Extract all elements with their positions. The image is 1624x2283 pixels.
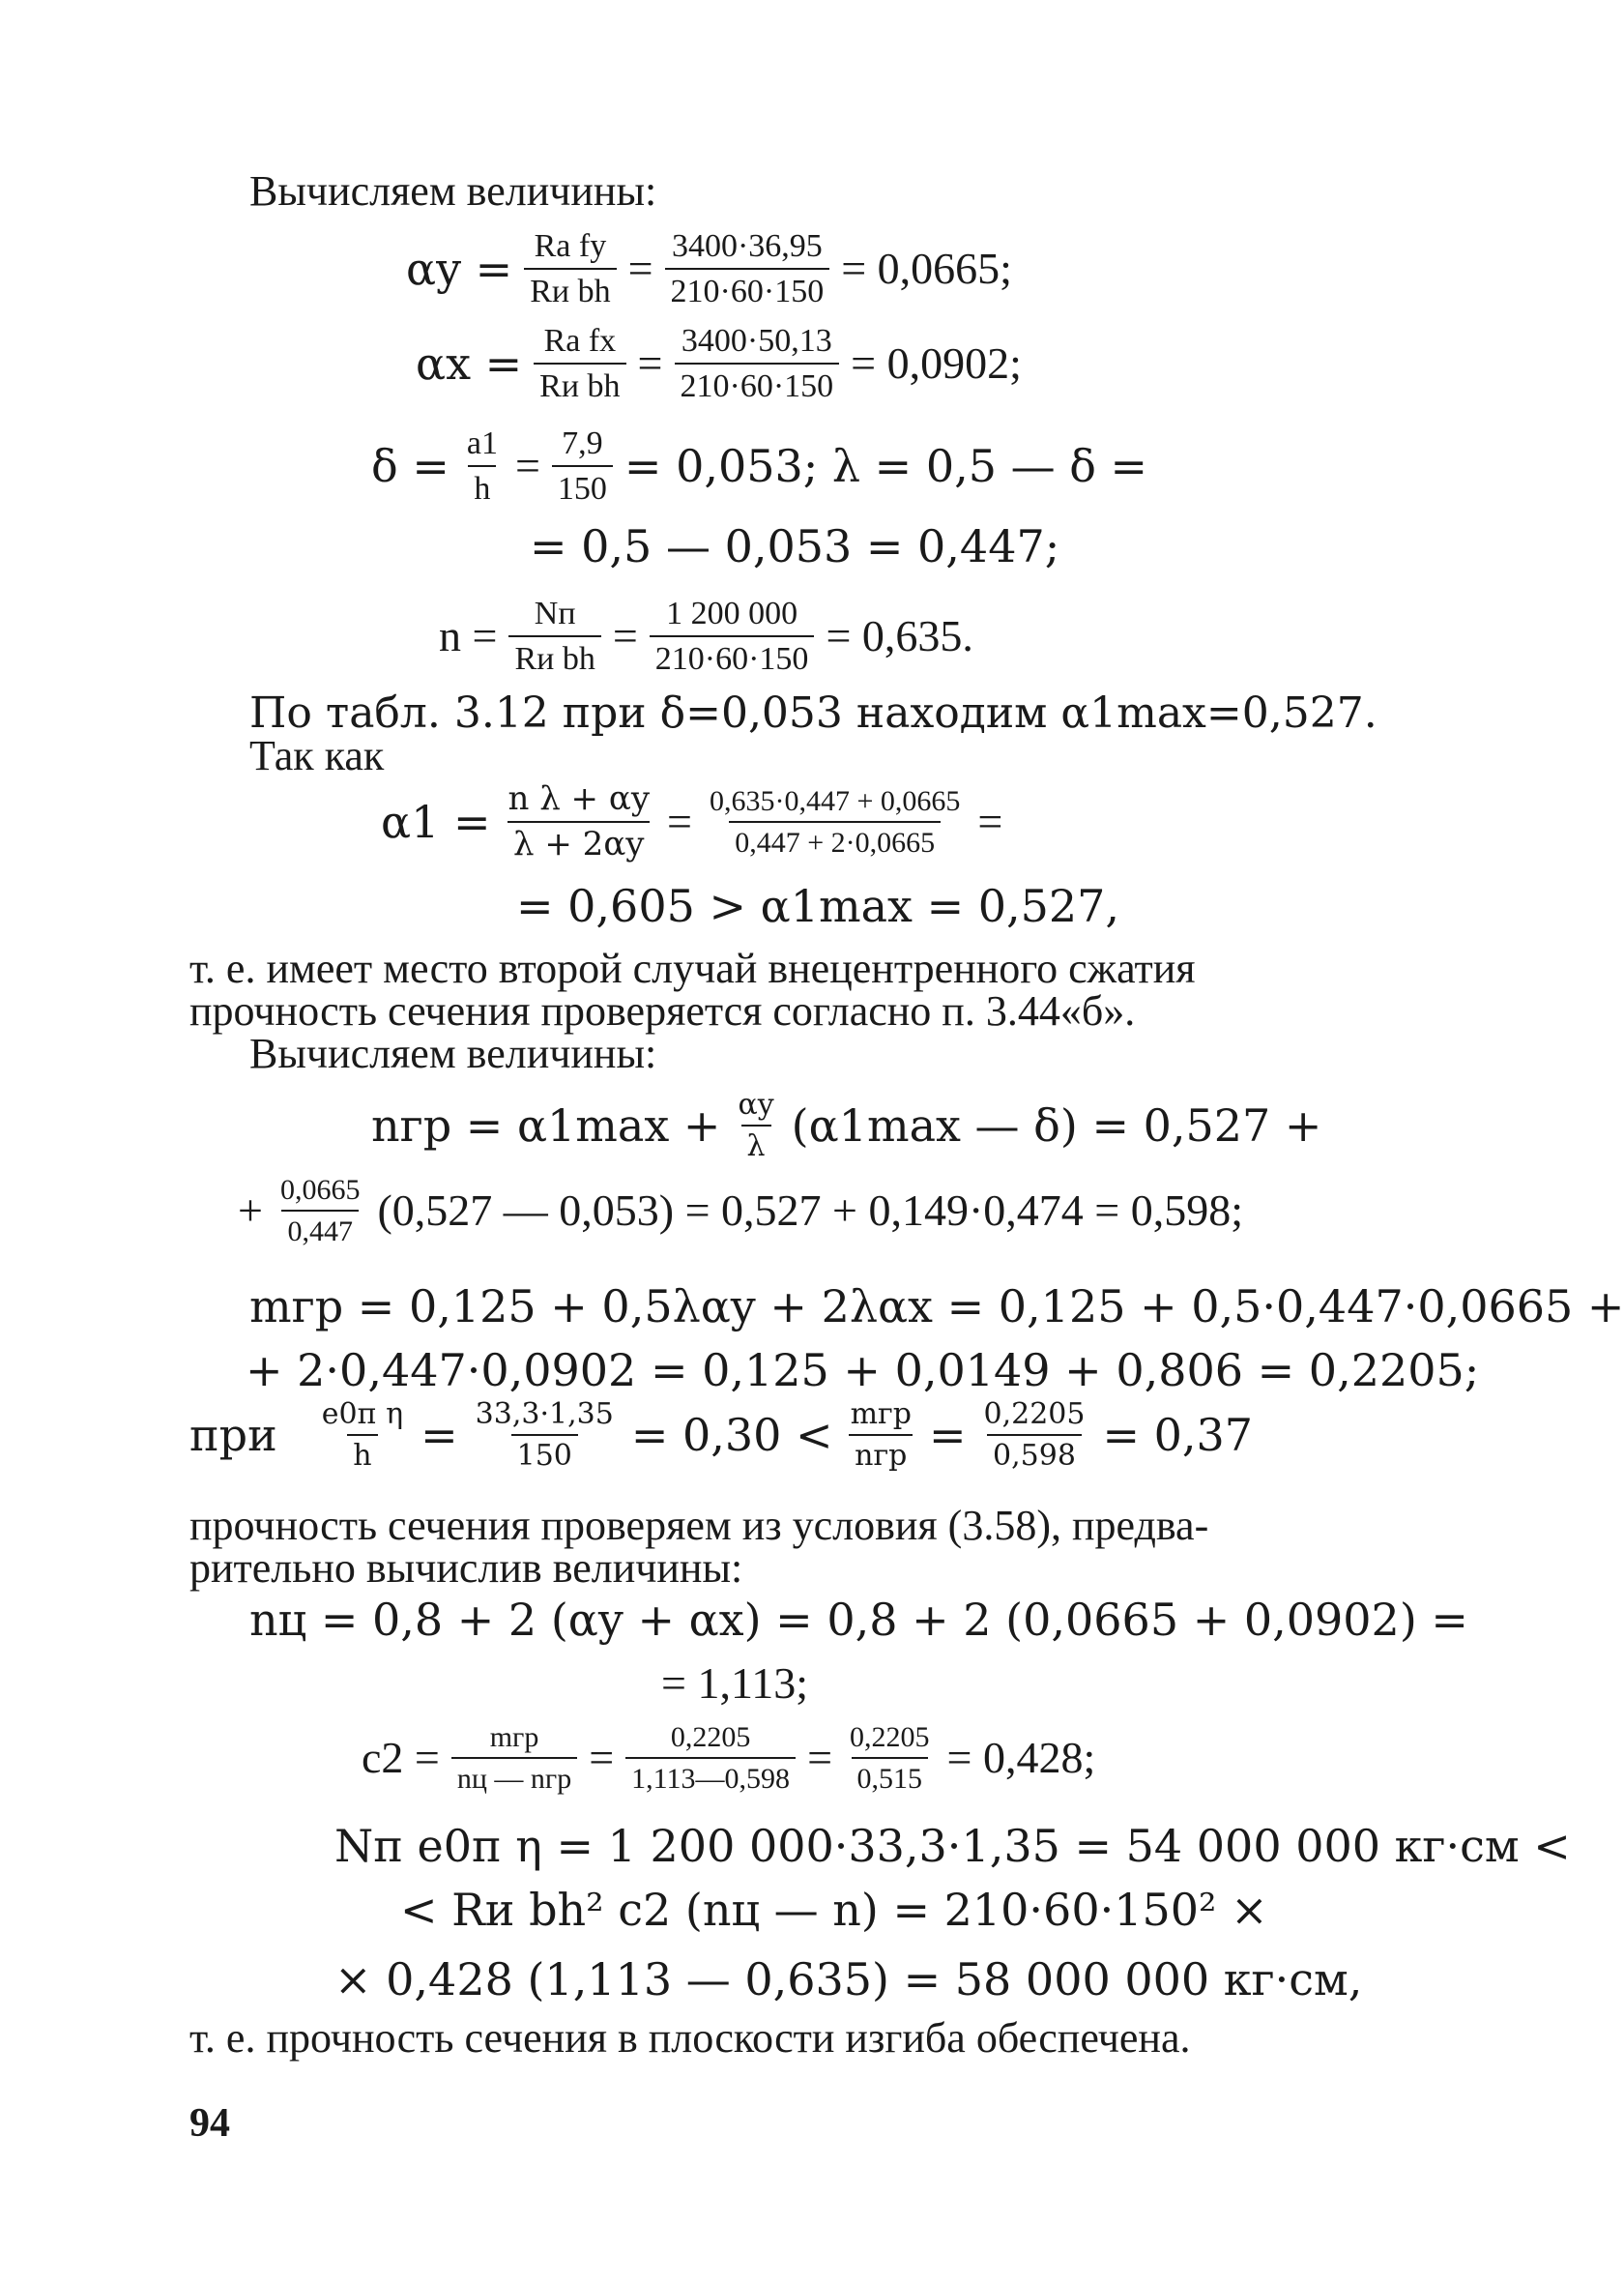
equation-alpha-y: αy = $\frac{\text{Ra fy}}{\text{Rи bh}}$ = $\frac{3400\cdot 36,95}{210\cdot 60\cdot 150}$ = 0,0665; [406, 228, 1012, 310]
fraction: $\frac{0,2205}{1,113—0,598}$ [625, 1721, 796, 1795]
equation-n-gr: nгр = α1max + $\frac{\alpha y}{\lambda}$ (α1max — δ) = 0,527 + [371, 1088, 1322, 1163]
fraction: $\frac{\text{n λ + αy}}{\lambda + 2\alpha y}$ [508, 779, 651, 864]
equation-c2: c2 = $\frac{\text{mгр}}{\text{nц — nгр}}$ = $\frac{0,2205}{1,113—0,598}$ = $\frac{0,2205}{0,515}$ = 0,428; [362, 1721, 1096, 1795]
paragraph-line: т. е. имеет место второй случай внецентренного сжатия [189, 945, 1196, 992]
table-ref-text: По табл. 3.12 при δ=0,053 находим α1max=0,527. [249, 688, 1378, 738]
equation-m-gr-cont: + 2·0,447·0,0902 = 0,125 + 0,0149 + 0,806 = 0,2205; [246, 1344, 1480, 1396]
fraction: $\frac{\text{mгр}}{\text{nц — nгр}}$ [451, 1721, 577, 1795]
fraction: $\frac{\text{e0п η}}{h}$ [321, 1397, 404, 1473]
equation-n-gr-cont: + $\frac{0,0665}{0,447}$ (0,527 — 0,053) = 0,527 + 0,149·0,474 = 0,598; [238, 1174, 1244, 1247]
conclusion-text: т. е. прочность сечения в плоскости изгиба обеспечена. [189, 2014, 1191, 2062]
fraction: $\frac{0,0665}{0,447}$ [279, 1174, 361, 1247]
fraction: $\frac{\text{Ra fx}}{\text{Rи bh}}$ [534, 323, 625, 405]
fraction: $\frac{0,2205}{0,598}$ [983, 1397, 1086, 1473]
paragraph-line: прочность сечения проверяем из условия (3.58), предва- [189, 1502, 1209, 1549]
intro-text-2: Вычисляем величины: [249, 1030, 657, 1077]
paragraph-line: прочность сечения проверяется согласно п. 3.44«б». [189, 987, 1136, 1035]
equation-delta: δ = $\frac{a1}{h}$ = $\frac{7,9}{150}$ = 0,053; λ = 0,5 — δ = [371, 425, 1148, 508]
equation-n-c: nц = 0,8 + 2 (αy + αx) = 0,8 + 2 (0,0665 + 0,0902) = [249, 1594, 1468, 1646]
equation-alpha-1-cont: = 0,605 > α1max = 0,527, [516, 880, 1120, 932]
equation-alpha-x: αx = $\frac{\text{Ra fx}}{\text{Rи bh}}$ = $\frac{3400\cdot 50,13}{210\cdot 60\cdot 150}$ = 0,0902; [416, 323, 1022, 405]
paragraph-line: рительно вычислив величины: [189, 1544, 743, 1592]
fraction: $\frac{\text{Ra fy}}{\text{Rи bh}}$ [524, 228, 616, 310]
fraction: $\frac{3400\cdot 50,13}{210\cdot 60\cdot 150}$ [675, 323, 840, 405]
since-text: Так как [249, 732, 385, 779]
fraction: $\frac{\alpha y}{\lambda}$ [738, 1088, 774, 1163]
equation-condition: при $\frac{\text{e0п η}}{h}$ = $\frac{33,3\cdot 1,35}{150}$ = 0,30 < $\frac{\text{mгр}}{\text{nгр}}$ = $\frac{0,2205}{0,598}$ = 0,37 [189, 1397, 1254, 1473]
equation-n: n = $\frac{Nп}{\text{Rи bh}}$ = $\frac{1 200 000}{210\cdot 60\cdot 150}$ = 0,635. [439, 596, 973, 678]
equation-N-line3: × 0,428 (1,113 — 0,635) = 58 000 000 кг·см, [334, 1953, 1363, 2005]
equation-lambda-cont: = 0,5 — 0,053 = 0,447; [530, 520, 1060, 572]
eq-lhs: αy = [406, 243, 513, 296]
fraction: $\frac{Nп}{\text{Rи bh}}$ [508, 596, 600, 678]
fraction: $\frac{a1}{h}$ [466, 425, 498, 508]
fraction: $\frac{7,9}{150}$ [552, 425, 613, 508]
fraction: $\frac{0,635\cdot 0,447 + 0,0665}{0,447 + 2\cdot 0,0665}$ [709, 785, 961, 860]
equation-m-gr: mгр = 0,125 + 0,5λαy + 2λαx = 0,125 + 0,5·0,447·0,0665 + [249, 1280, 1624, 1332]
equation-N-line2: < Rи bh² c2 (nц — n) = 210·60·150² × [400, 1884, 1268, 1936]
page-number: 94 [189, 2101, 230, 2146]
equation-alpha-1: α1 = $\frac{\text{n λ + αy}}{\lambda + 2\alpha y}$ = $\frac{0,635\cdot 0,447 + 0,0665}{0,447 + 2\cdot 0,0665}$ = [381, 779, 1003, 864]
fraction: $\frac{1 200 000}{210\cdot 60\cdot 150}$ [650, 596, 815, 678]
equation-n-c-cont: = 1,113; [661, 1658, 809, 1708]
fraction: $\frac{\text{mгр}}{\text{nгр}}$ [850, 1397, 912, 1473]
fraction: $\frac{3400\cdot 36,95}{210\cdot 60\cdot 150}$ [665, 228, 830, 310]
equation-N-line1: Nп e0п η = 1 200 000·33,3·1,35 = 54 000 000 кг·см < [334, 1820, 1571, 1872]
fraction: $\frac{0,2205}{0,515}$ [850, 1721, 930, 1795]
fraction: $\frac{33,3\cdot 1,35}{150}$ [475, 1397, 614, 1473]
intro-text: Вычисляем величины: [249, 167, 657, 215]
